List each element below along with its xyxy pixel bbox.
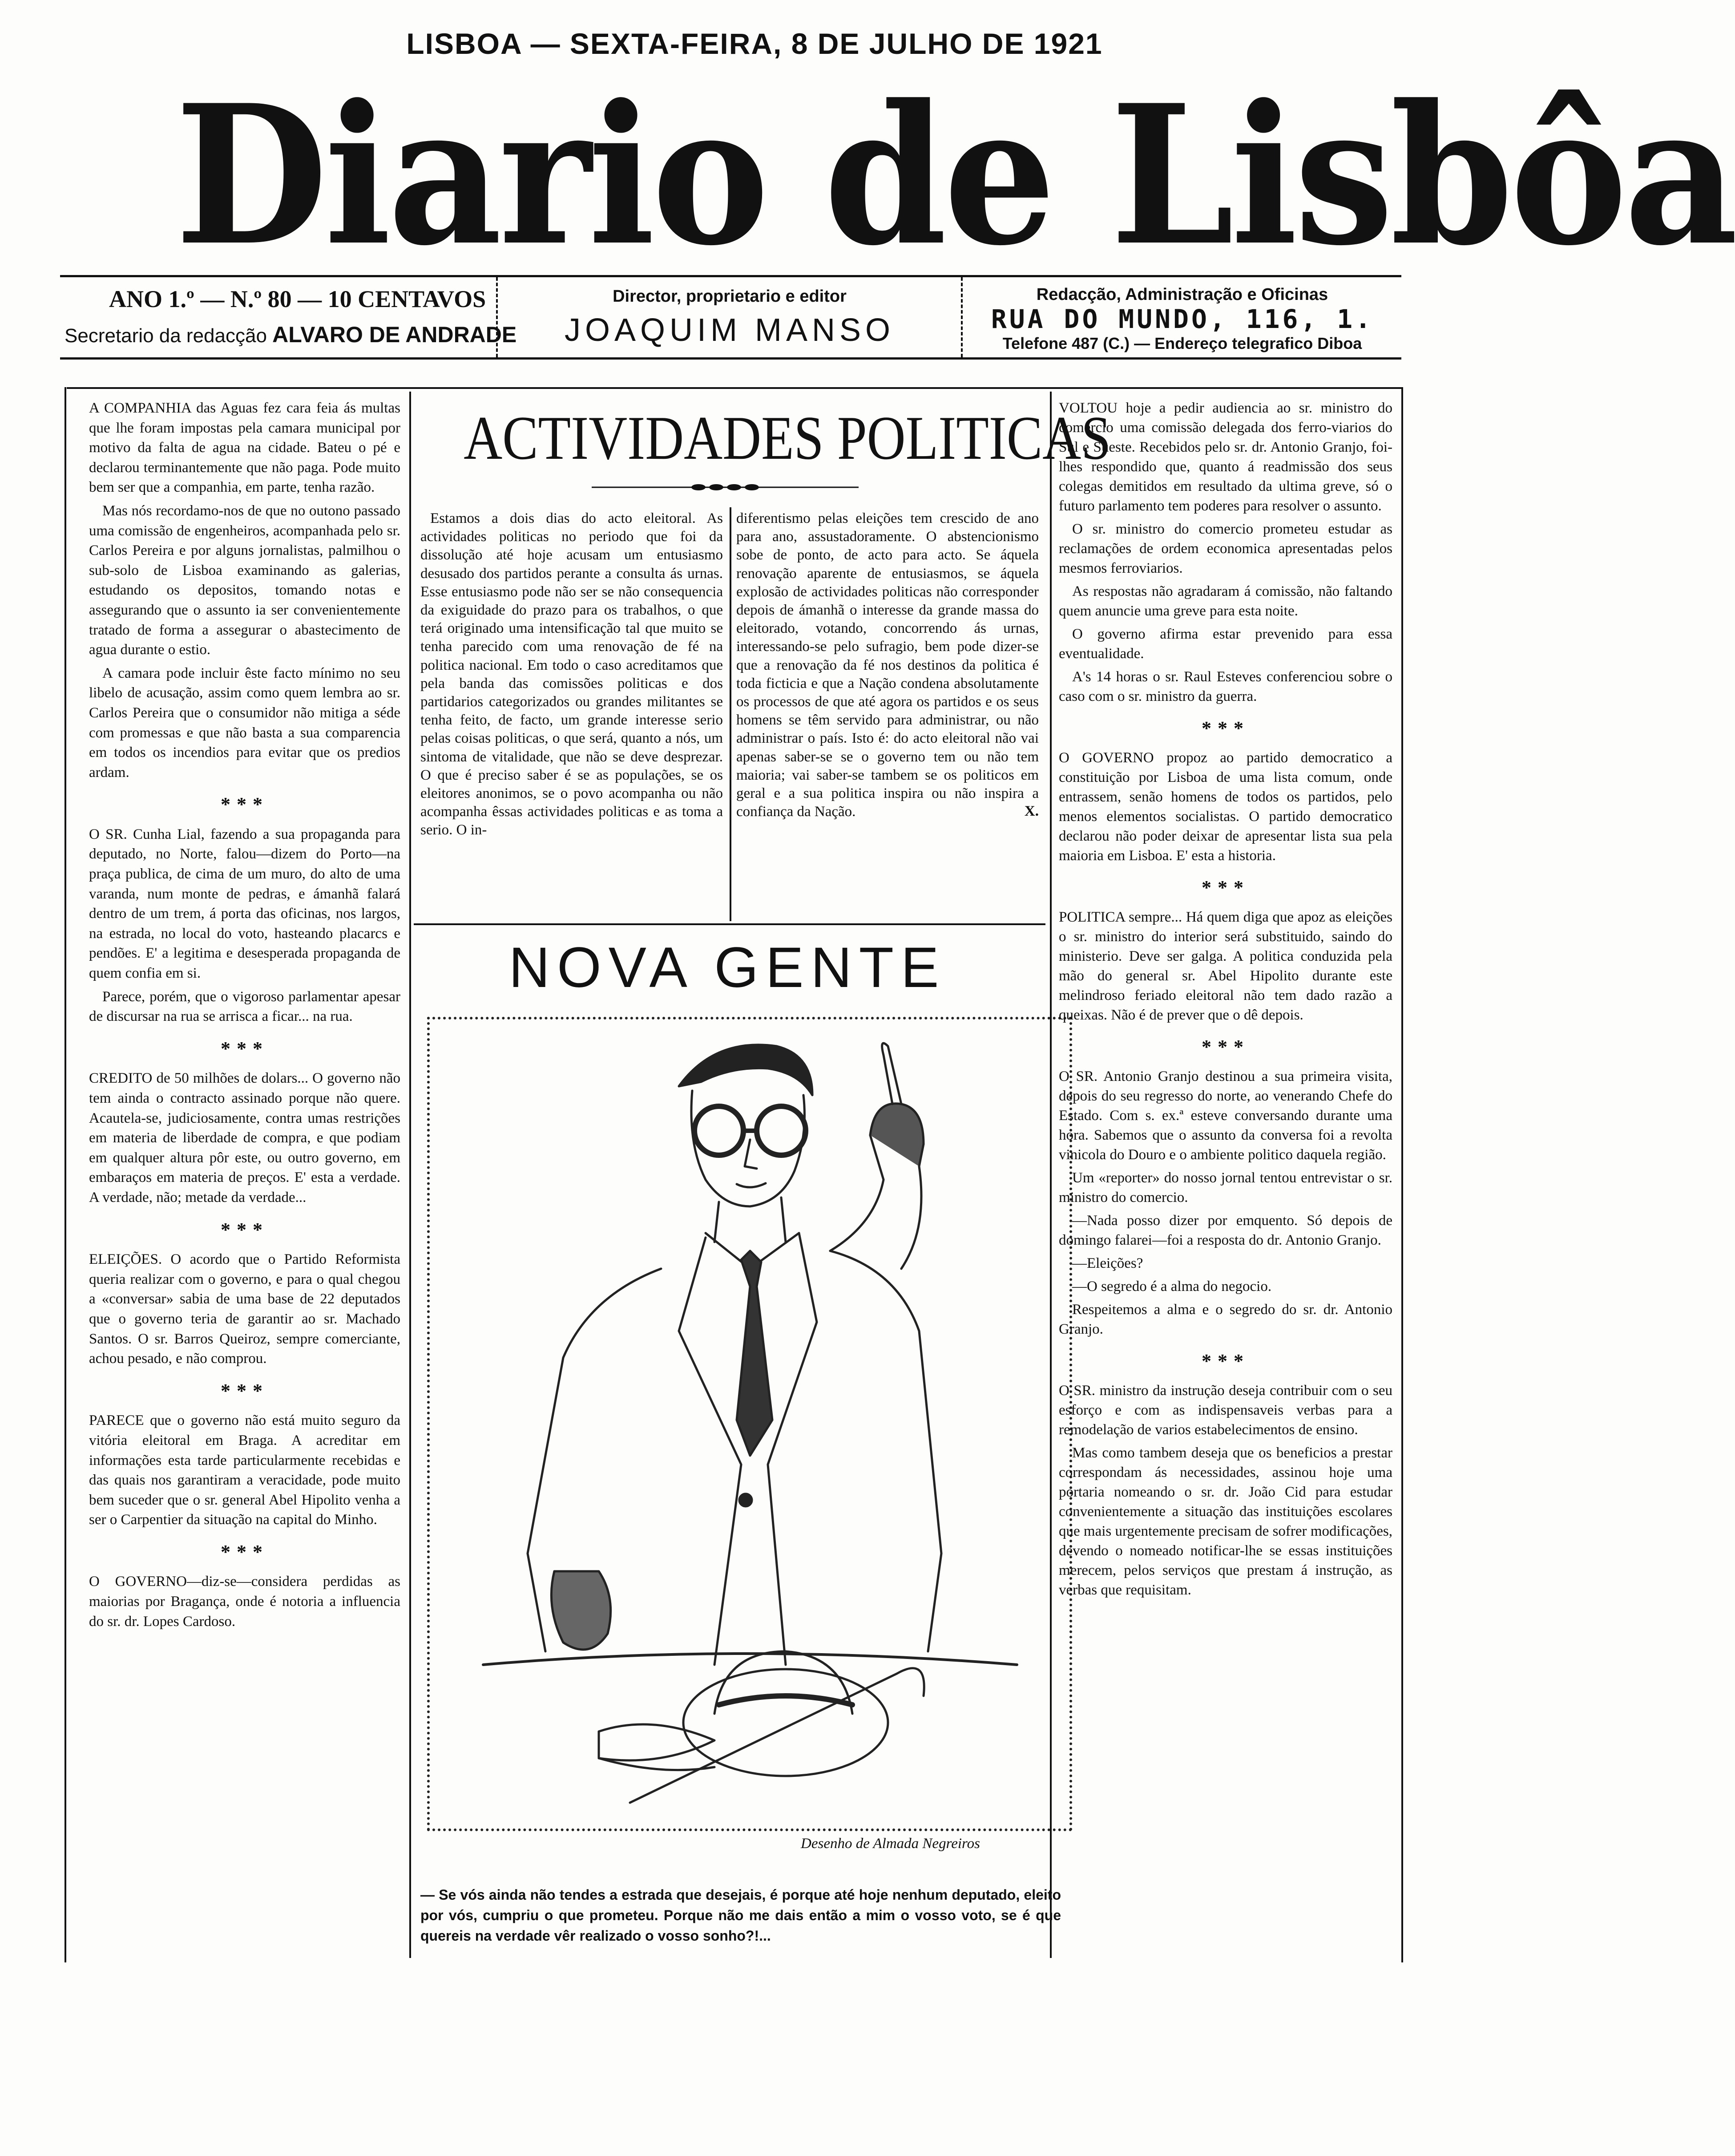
illustration-drawing [430, 1019, 1069, 1828]
note-granjo-4: —Eleições? [1072, 1255, 1143, 1271]
note-instrucao: O SR. ministro da instrução deseja contribuir com o seu esforço e com as indispensaveis verbas para a remodelação de varios estabelecimentos de ensino. [1059, 1383, 1392, 1438]
note-braga: PARECE que o governo não está muito seguro da vitória eleitoral em Braga. A acreditar em informações esta tarde particularmente recebidas e das quais nos garantiram a veracidade, pode muito bem suceder que o sr. general Abel Hipolito venha a ser o Carpentier da situação na capital do Minho. [89, 1412, 400, 1528]
note-granjo-5: —O segredo é a alma do negocio. [1072, 1278, 1272, 1294]
headline-actividades: ACTIVIDADES POLITICAS [464, 404, 1111, 473]
note-instrucao-2: Mas como tambem deseja que os beneficios a prestar correspondam ás necessidades, assinou hoje uma portaria nomeando o sr. dr. João Cid para estudar convenientemente a situação das instituições escolares que mais urgentemente precisam de sofrer modificações, devendo o nomeado notificar-lhe se essas instituições merecem, pelos serviços que prestam á instrução, as verbas que requisitam. [1059, 1445, 1392, 1598]
note-ferroviarios: VOLTOU hoje a pedir audiencia ao sr. ministro do comercio uma comissão delegada dos ferro-viarios do Sul e Sueste. Recebidos pelo sr. dr. Antonio Granjo, foi-lhes respondido que, quanto á readmissão dos seus colegas demitidos em resultado da ultima greve, só o futuro parlamento tem poderes para resolver o assunto. [1059, 400, 1392, 514]
director-label: Director, proprietario e editor [613, 287, 847, 306]
note-eleicoes: ELEIÇÕES. O acordo que o Partido Reformista queria realizar com o governo, e para o qual chegou a «conversar» sabia de uma base de 22 deputados que o governo teria de garantir ao sr. Machado Santos. O sr. Barros Queiroz, sempre comerciante, achou pesado, e não comprou. [89, 1251, 400, 1367]
article-text-b: diferentismo pelas eleições tem crescido de ano para ano, assustadoramente. O abstencionismo sobe de ponto, de acto para acto. Se áquela renovação aparente de entusiasmos, se áquela explosão de actividades politicas não corresponder depois de ámanhã o interesse da grande massa do eleitorado, votando, concorrendo ás urnas, interessando-se pelo sufragio, bem pode dizer-se que a renovação da fé nos destinos da politica é toda ficticia e que a Nação condena absolutamente os processos de que até agora os partidos e os seus homens se têm servido para administrar, ou não administrar o país. Isto é: do acto eleitoral não vai apenas saber-se se o governo tem ou não tem maioria; vai saber-se tambem se os politicos em geral e a sua politica inspira ou não inspira a confiança da Nação. [736, 510, 1039, 820]
band-director-cell [498, 277, 963, 357]
article-col-b [736, 510, 1039, 821]
masthead-title: Diario de Lisbôa [175, 63, 1735, 288]
secretary-name: ALVARO DE ANDRADE [272, 322, 517, 347]
left-column [89, 398, 400, 1635]
note-politica: POLITICA sempre... Há quem diga que apoz as eleições o sr. ministro do interior será substituido, saindo do ministerio. Deve ser galga. A politica conduzida pela mão do general sr. Abel Hipolito durante este melindroso feriado eleitoral não tem dado razão a queixas. Não é de prever que o dê depois. [1059, 909, 1392, 1023]
illustration-caption: Desenho de Almada Negreiros [801, 1836, 980, 1852]
separator-stars: *** [1202, 717, 1250, 739]
column-rule-1 [409, 392, 411, 1958]
note-braganca: O GOVERNO—diz-se—considera perdidas as maiorias por Bragança, onde é notoria a influencia do sr. dr. Lopes Cardoso. [89, 1574, 400, 1630]
note-cunha-lial-2: Parece, porém, que o vigoroso parlamentar apesar de discursar na rua se arrisca a ficar... na rua. [89, 988, 400, 1025]
secretary-label: Secretario da redacção [65, 325, 267, 347]
separator-stars: *** [1202, 1350, 1250, 1372]
left-border-rule [65, 387, 66, 1962]
masthead-info-band [60, 275, 1401, 360]
nova-gente-title: NOVA GENTE [508, 936, 946, 999]
office-address: RUA DO MUNDO, 116, 1. [991, 304, 1374, 334]
note-ferroviarios-4: O governo afirma estar prevenido para essa eventualidade. [1059, 626, 1392, 662]
right-border-rule [1401, 387, 1403, 1962]
article-bottom-rule [414, 923, 1045, 925]
separator-stars: *** [1202, 877, 1250, 898]
note-cunha-lial: O SR. Cunha Lial, fazendo a sua propaganda para deputado, no Norte, falou—dizem do Porto—na praça publica, de cima de um muro, do alto de uma varanda, num monte de pedras, e ámanhã falará dentro de um trem, á porta das oficinas, nos largos, na estrada, no local do voto, hasteando placarcs e pendões. E' a legitima e desesperada propaganda de quem confia em si. [89, 826, 400, 982]
headline-ornament [592, 483, 859, 492]
band-office-cell [963, 277, 1401, 357]
note-aguas-3: A camara pode incluir êste facto mínimo no seu libelo de acusação, assim como quem lembra ao sr. Carlos Pereira que o consumidor não mitiga a séde com promessas e que não basta a sua comparencia em todos os incendios para evitar que os predios ardam. [89, 665, 400, 781]
article-signature: X. [1024, 803, 1039, 820]
note-granjo-3: —Nada posso dizer por emquento. Só depois de domingo falarei—foi a resposta do dr. Antonio Granjo. [1059, 1213, 1392, 1248]
secretary-line [65, 322, 516, 348]
band-issue-cell [60, 277, 517, 357]
dateline: LISBOA — SEXTA-FEIRA, 8 DE JULHO DE 1921 [406, 27, 1103, 60]
note-lista-comum: O GOVERNO propoz ao partido democratico a constituição por Lisboa de uma lista comum, onde entrassem, senão homens de todos os partidos, pelo menos elementos socialistas. O partido democratico declarou não poder deixar de apresentar lista sua pela maioria em Lisboa. E' esta a historia. [1059, 750, 1392, 864]
separator-stars: *** [221, 793, 269, 816]
separator-stars: *** [221, 1379, 269, 1402]
right-column [1059, 398, 1392, 1603]
article-text-a: Estamos a dois dias do acto eleitoral. As actividades politicas no periodo que foi da dissolução até hoje acusam um entusiasmo desusado dos partidos perante a consulta ás urnas. Esse entusiasmo pode não ser se não consequencia da exiguidade do prazo para os trabalhos, o que terá originado uma intensificação tal que muito se tenha parecido com uma renovação de fé na politica nacional. Em todo o caso acreditamos que pela banda das comissões politicas e dos partidarios categorizados ou grandes militantes se tenha feito, de facto, um grande interesse serio pelas coisas politicas, o que será, quanto a nós, um sintoma de vitalidade, que não se deve desprezar. O que é preciso saber é se as populações, se os eleitores anonimos, se o povo acompanha ou não acompanha êssas actividades politicas e as toma a serio. O in- [420, 510, 723, 838]
director-name: JOAQUIM MANSO [564, 312, 895, 348]
office-phone: Telefone 487 (C.) — Endereço telegrafico Diboa [1002, 334, 1362, 352]
illustration-frame [427, 1017, 1072, 1831]
separator-stars: *** [221, 1218, 269, 1241]
separator-stars: *** [221, 1541, 269, 1563]
office-label: Redacção, Administração e Oficinas [1036, 285, 1328, 304]
note-ferroviarios-5: A's 14 horas o sr. Raul Esteves conferenciou sobre o caso com o sr. ministro da guerra. [1059, 669, 1392, 704]
article-col-a [420, 510, 723, 840]
note-credito: CREDITO de 50 milhões de dolars... O governo não tem ainda o contracto assinado porque não quere. Acautela-se, judiciosamente, contra umas restrições em materia de liberdade de compra, e que podiam em qualquer altura pôr este, ou outro governo, em embaraços em materia de preços. E' esta a verdade. A verdade, não; metade da verdade... [89, 1070, 400, 1205]
note-granjo: O SR. Antonio Granjo destinou a sua primeira visita, depois do seu regresso do norte, ao venerando Chefe do Estado. Com s. ex.ª esteve conversando durante uma hora. Sabemos que o assunto da conversa foi a revolta vinicola do Douro e o ambiente politico daquela região. [1059, 1068, 1392, 1163]
issue-number: ANO 1.º — N.º 80 — 10 CENTAVOS [109, 286, 486, 312]
note-aguas: A COMPANHIA das Aguas fez cara feia ás multas que lhe foram impostas pela camara municipal por motivo da falta de agua na cidade. Bateu o pé e declarou terminantemente que não paga. Pode muito bem ser que a companhia, em parte, tenha razão. [89, 400, 400, 496]
page-top-rule [67, 387, 1401, 389]
separator-stars: *** [1202, 1036, 1250, 1058]
separator-stars: *** [221, 1037, 269, 1060]
note-aguas-2: Mas nós recordamo-nos de que no outono passado uma comissão de engenheiros, acompanhada pelo sr. Carlos Pereira e por alguns jornalistas, palmilhou o sub-solo de Lisboa examinando as galerias, estudando os depositos, tomando notas e assegurando que o assunto ia ser convenientemente tratado de forma a assegurar o abastecimento de agua durante o estio. [89, 502, 400, 658]
article-divider-rule [730, 507, 731, 921]
illustration-quote: — Se vós ainda não tendes a estrada que desejais, é porque até hoje nenhum deputado, eleito por vós, cumpriu o que prometeu. Porque não me dais então a mim o vosso voto, se é que quereis na verdade vêr realizado o vosso sonho?!... [420, 1887, 1061, 1944]
note-ferroviarios-3: As respostas não agradaram á comissão, não faltando quem anuncie uma greve para esta noite. [1059, 583, 1392, 619]
note-granjo-2: Um «reporter» do nosso jornal tentou entrevistar o sr. ministro do comercio. [1059, 1170, 1392, 1205]
note-ferroviarios-2: O sr. ministro do comercio prometeu estudar as reclamações de ordem economica apresentadas pelos mesmos ferroviarios. [1059, 521, 1392, 576]
note-granjo-6: Respeitemos a alma e o segredo do sr. dr. Antonio Granjo. [1059, 1302, 1392, 1337]
